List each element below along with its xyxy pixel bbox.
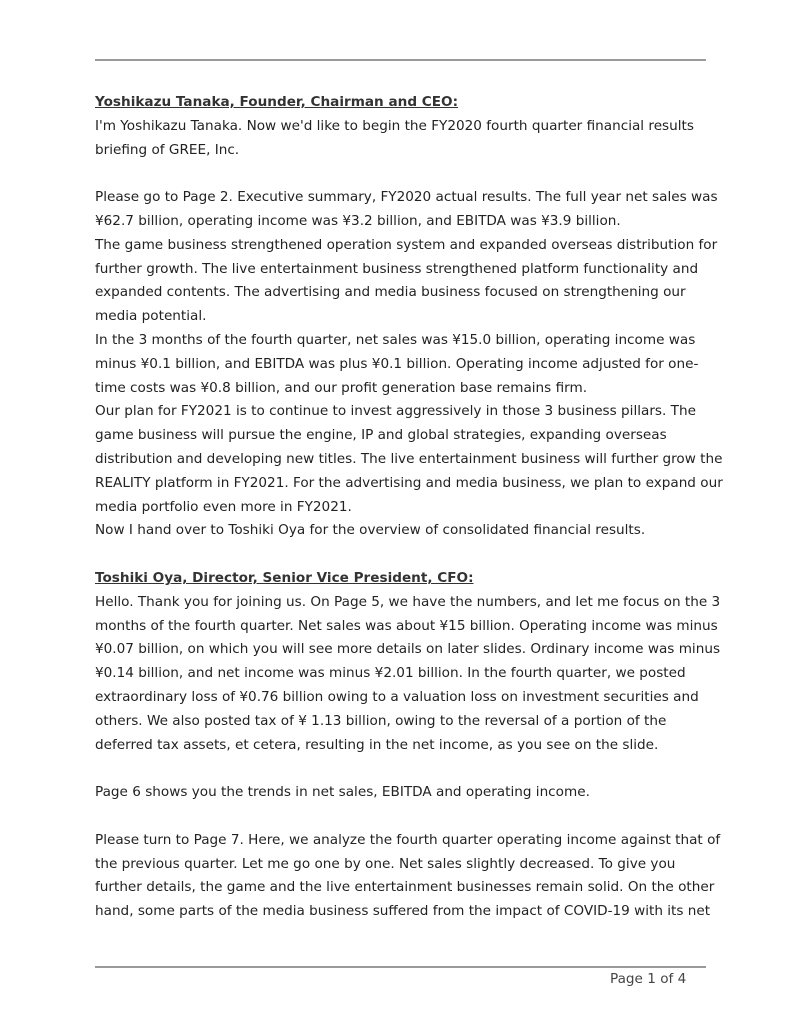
paragraph xyxy=(95,591,735,758)
header-rule xyxy=(95,59,706,61)
text-line: REALITY platform in FY2021. For the advertising and media business, we plan to expand our xyxy=(95,474,723,491)
paragraph-spacer xyxy=(95,543,735,567)
text-line: Now I hand over to Toshiki Oya for the overview of consolidated financial results. xyxy=(95,522,646,539)
text-line: distribution and developing new titles. The live entertainment business will further grow the xyxy=(95,450,723,467)
text-line: minus ¥0.1 billion, and EBITDA was plus ¥0.1 billion. Operating income adjusted for one- xyxy=(95,355,699,372)
paragraph xyxy=(95,781,735,805)
paragraph xyxy=(95,400,735,519)
paragraph-spacer xyxy=(95,162,735,186)
paragraph xyxy=(95,519,735,543)
text-line: time costs was ¥0.8 billion, and our profit generation base remains firm. xyxy=(95,379,588,396)
text-line: further details, the game and the live entertainment businesses remain solid. On the other xyxy=(95,879,715,896)
text-line: Please go to Page 2. Executive summary, FY2020 actual results. The full year net sales was xyxy=(95,189,718,206)
text-line: Hello. Thank you for joining us. On Page 5, we have the numbers, and let me focus on the 3 xyxy=(95,593,721,610)
speaker-heading xyxy=(95,91,735,115)
text-line: ¥0.14 billion, and net income was minus ¥2.01 billion. In the fourth quarter, we posted xyxy=(95,665,686,682)
paragraph xyxy=(95,115,735,163)
text-line: In the 3 months of the fourth quarter, net sales was ¥15.0 billion, operating income was xyxy=(95,331,696,348)
paragraph xyxy=(95,186,735,234)
paragraph xyxy=(95,829,735,924)
text-line: The game business strengthened operation system and expanded overseas distribution for xyxy=(95,236,718,253)
text-line: media potential. xyxy=(95,308,207,325)
speaker-heading xyxy=(95,567,735,591)
text-line: expanded contents. The advertising and media business focused on strengthening our xyxy=(95,284,686,301)
paragraph-spacer xyxy=(95,805,735,829)
text-line: Please turn to Page 7. Here, we analyze the fourth quarter operating income against that of xyxy=(95,831,721,848)
text-line: ¥0.07 billion, on which you will see more details on later slides. Ordinary income was minus xyxy=(95,641,721,658)
text-line: Our plan for FY2021 is to continue to invest aggressively in those 3 business pillars. The xyxy=(95,403,696,420)
page-number: Page 1 of 4 xyxy=(610,971,687,987)
text-line: the previous quarter. Let me go one by one. Net sales slightly decreased. To give you xyxy=(95,855,676,872)
text-line: months of the fourth quarter. Net sales was about ¥15 billion. Operating income was minus xyxy=(95,617,718,634)
text-line: ¥62.7 billion, operating income was ¥3.2 billion, and EBITDA was ¥3.9 billion. xyxy=(95,212,621,229)
text-line: extraordinary loss of ¥0.76 billion owing to a valuation loss on investment securities and xyxy=(95,688,699,705)
text-line: game business will pursue the engine, IP and global strategies, expanding overseas xyxy=(95,427,667,444)
text-line: others. We also posted tax of ¥ 1.13 billion, owing to the reversal of a portion of the xyxy=(95,712,667,729)
paragraph xyxy=(95,329,735,400)
speaker-name: Toshiki Oya, Director, Senior Vice President, CFO: xyxy=(95,569,474,586)
transcript-body xyxy=(95,91,735,924)
paragraph xyxy=(95,234,735,329)
text-line: further growth. The live entertainment business strengthened platform functionality and xyxy=(95,260,699,277)
text-line: deferred tax assets, et cetera, resulting in the net income, as you see on the slide. xyxy=(95,736,659,753)
text-line: hand, some parts of the media business suffered from the impact of COVID-19 with its net xyxy=(95,903,711,920)
footer-rule xyxy=(95,966,706,968)
text-line: I'm Yoshikazu Tanaka. Now we'd like to begin the FY2020 fourth quarter financial results xyxy=(95,117,694,134)
text-line: media portfolio even more in FY2021. xyxy=(95,498,352,515)
text-line: briefing of GREE, Inc. xyxy=(95,141,240,158)
paragraph-spacer xyxy=(95,757,735,781)
text-line: Page 6 shows you the trends in net sales, EBITDA and operating income. xyxy=(95,784,590,801)
speaker-name: Yoshikazu Tanaka, Founder, Chairman and CEO: xyxy=(95,94,459,110)
